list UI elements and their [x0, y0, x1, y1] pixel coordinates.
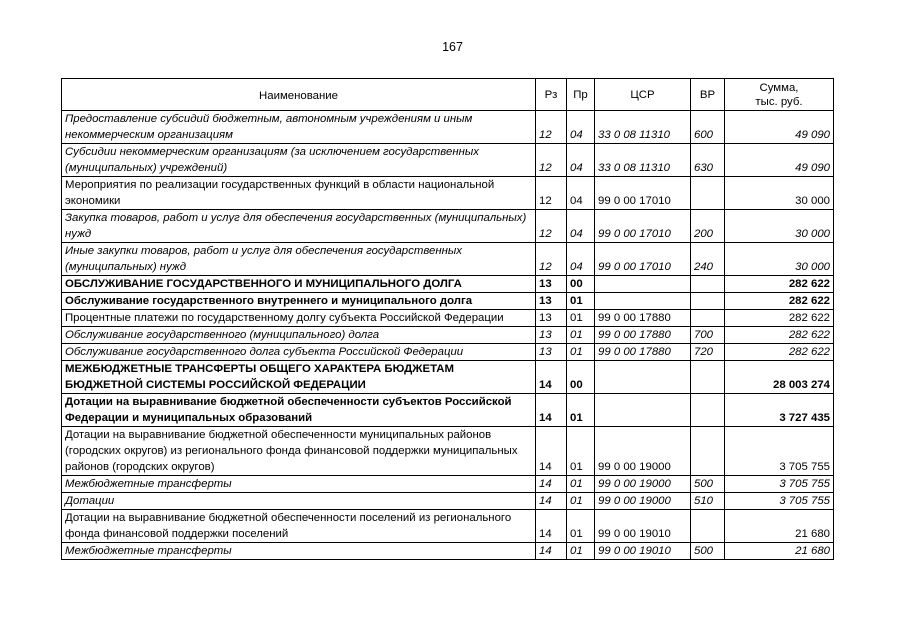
cell-pr: 04	[567, 111, 595, 144]
cell-name: Дотации на выравнивание бюджетной обеспеченности субъектов Российской Федерации и муниципальных образований	[62, 394, 536, 427]
cell-pr: 01	[567, 344, 595, 361]
cell-rz: 12	[536, 177, 567, 210]
page-number: 167	[442, 40, 463, 54]
cell-csr: 99 0 00 17010	[595, 243, 691, 276]
cell-csr	[595, 276, 691, 293]
cell-name: Процентные платежи по государственному долгу субъекта Российской Федерации	[62, 310, 536, 327]
table-row	[62, 510, 834, 543]
cell-csr: 99 0 00 17880	[595, 310, 691, 327]
cell-vr	[691, 394, 725, 427]
cell-rz: 12	[536, 111, 567, 144]
cell-csr	[595, 293, 691, 310]
cell-name: Предоставление субсидий бюджетным, автономным учреждениям и иным некоммерческим организациям	[62, 111, 536, 144]
cell-pr: 01	[567, 510, 595, 543]
cell-name: Иные закупки товаров, работ и услуг для обеспечения государственных (муниципальных) нужд	[62, 243, 536, 276]
cell-vr	[691, 293, 725, 310]
cell-pr: 01	[567, 543, 595, 560]
cell-rz: 12	[536, 144, 567, 177]
cell-csr: 99 0 00 17880	[595, 327, 691, 344]
cell-rz: 14	[536, 427, 567, 476]
cell-csr	[595, 361, 691, 394]
cell-sum: 49 090	[725, 144, 834, 177]
cell-vr	[691, 361, 725, 394]
cell-vr: 500	[691, 543, 725, 560]
cell-pr: 01	[567, 327, 595, 344]
cell-csr	[595, 394, 691, 427]
cell-vr: 200	[691, 210, 725, 243]
table-row	[62, 144, 834, 177]
cell-pr: 01	[567, 476, 595, 493]
cell-sum: 28 003 274	[725, 361, 834, 394]
header-vr: ВР	[691, 79, 725, 111]
cell-name: Дотации	[62, 493, 536, 510]
cell-pr: 04	[567, 210, 595, 243]
cell-sum: 21 680	[725, 543, 834, 560]
cell-sum: 282 622	[725, 310, 834, 327]
cell-rz: 12	[536, 243, 567, 276]
table-row	[62, 493, 834, 510]
budget-table	[61, 78, 834, 560]
cell-vr: 700	[691, 327, 725, 344]
cell-sum: 282 622	[725, 276, 834, 293]
cell-vr: 600	[691, 111, 725, 144]
table-row	[62, 394, 834, 427]
table-row	[62, 427, 834, 476]
cell-pr: 00	[567, 276, 595, 293]
cell-pr: 01	[567, 293, 595, 310]
cell-name: Обслуживание государственного (муниципального) долга	[62, 327, 536, 344]
cell-csr: 99 0 00 17880	[595, 344, 691, 361]
cell-csr: 99 0 00 19000	[595, 493, 691, 510]
cell-sum: 3 705 755	[725, 493, 834, 510]
header-sum-line2: тыс. руб.	[755, 95, 803, 108]
table-row	[62, 243, 834, 276]
table-row	[62, 361, 834, 394]
cell-name: Межбюджетные трансферты	[62, 476, 536, 493]
cell-sum: 3 705 755	[725, 476, 834, 493]
cell-csr: 99 0 00 19010	[595, 510, 691, 543]
cell-sum: 3 705 755	[725, 427, 834, 476]
table-row	[62, 276, 834, 293]
cell-pr: 01	[567, 310, 595, 327]
cell-sum: 49 090	[725, 111, 834, 144]
cell-name: МЕЖБЮДЖЕТНЫЕ ТРАНСФЕРТЫ ОБЩЕГО ХАРАКТЕРА БЮДЖЕТАМ БЮДЖЕТНОЙ СИСТЕМЫ РОССИЙСКОЙ ФЕДЕРАЦИИ	[62, 361, 536, 394]
cell-sum: 282 622	[725, 344, 834, 361]
cell-name: ОБСЛУЖИВАНИЕ ГОСУДАРСТВЕННОГО И МУНИЦИПАЛЬНОГО ДОЛГА	[62, 276, 536, 293]
header-csr: ЦСР	[595, 79, 691, 111]
table-header-row	[62, 79, 834, 111]
header-sum	[725, 79, 834, 111]
table-body	[62, 111, 834, 560]
cell-csr: 99 0 00 17010	[595, 177, 691, 210]
cell-rz: 13	[536, 293, 567, 310]
cell-name: Дотации на выравнивание бюджетной обеспеченности муниципальных районов (городских округов) из регионального фонда финансовой поддержки муниципальных районов (городских округов)	[62, 427, 536, 476]
table-row	[62, 344, 834, 361]
cell-vr: 240	[691, 243, 725, 276]
cell-csr: 99 0 00 19000	[595, 476, 691, 493]
cell-rz: 14	[536, 543, 567, 560]
header-name: Наименование	[62, 79, 536, 111]
cell-rz: 12	[536, 210, 567, 243]
cell-csr: 33 0 08 11310	[595, 144, 691, 177]
cell-sum: 21 680	[725, 510, 834, 543]
cell-pr: 01	[567, 493, 595, 510]
table-row	[62, 293, 834, 310]
cell-rz: 13	[536, 310, 567, 327]
table-row	[62, 543, 834, 560]
cell-pr: 04	[567, 144, 595, 177]
cell-vr	[691, 510, 725, 543]
cell-vr: 630	[691, 144, 725, 177]
cell-rz: 13	[536, 276, 567, 293]
cell-rz: 14	[536, 394, 567, 427]
header-sum-line1: Сумма,	[759, 81, 799, 94]
cell-vr: 720	[691, 344, 725, 361]
header-rz: Рз	[536, 79, 567, 111]
cell-sum: 30 000	[725, 243, 834, 276]
cell-name: Дотации на выравнивание бюджетной обеспеченности поселений из регионального фонда финансовой поддержки поселений	[62, 510, 536, 543]
cell-name: Обслуживание государственного внутреннего и муниципального долга	[62, 293, 536, 310]
cell-sum: 282 622	[725, 293, 834, 310]
cell-rz: 14	[536, 476, 567, 493]
cell-sum: 282 622	[725, 327, 834, 344]
cell-pr: 00	[567, 361, 595, 394]
table-row	[62, 476, 834, 493]
table-row	[62, 210, 834, 243]
cell-csr: 99 0 00 19010	[595, 543, 691, 560]
cell-rz: 13	[536, 327, 567, 344]
cell-sum: 30 000	[725, 210, 834, 243]
cell-vr: 500	[691, 476, 725, 493]
cell-sum: 3 727 435	[725, 394, 834, 427]
cell-csr: 99 0 00 17010	[595, 210, 691, 243]
cell-name: Обслуживание государственного долга субъекта Российской Федерации	[62, 344, 536, 361]
cell-vr: 510	[691, 493, 725, 510]
cell-csr: 99 0 00 19000	[595, 427, 691, 476]
cell-vr	[691, 310, 725, 327]
cell-csr: 33 0 08 11310	[595, 111, 691, 144]
cell-pr: 01	[567, 427, 595, 476]
cell-sum: 30 000	[725, 177, 834, 210]
cell-vr	[691, 177, 725, 210]
cell-vr	[691, 427, 725, 476]
cell-rz: 14	[536, 510, 567, 543]
cell-name: Межбюджетные трансферты	[62, 543, 536, 560]
cell-name: Субсидии некоммерческим организациям (за исключением государственных (муниципальных) учреждений)	[62, 144, 536, 177]
cell-rz: 13	[536, 344, 567, 361]
header-pr: Пр	[567, 79, 595, 111]
table-row	[62, 327, 834, 344]
cell-name: Мероприятия по реализации государственных функций в области национальной экономики	[62, 177, 536, 210]
table-row	[62, 111, 834, 144]
cell-rz: 14	[536, 493, 567, 510]
cell-name: Закупка товаров, работ и услуг для обеспечения государственных (муниципальных) нужд	[62, 210, 536, 243]
cell-pr: 04	[567, 243, 595, 276]
cell-pr: 04	[567, 177, 595, 210]
table-row	[62, 177, 834, 210]
cell-vr	[691, 276, 725, 293]
cell-pr: 01	[567, 394, 595, 427]
table-row	[62, 310, 834, 327]
cell-rz: 14	[536, 361, 567, 394]
